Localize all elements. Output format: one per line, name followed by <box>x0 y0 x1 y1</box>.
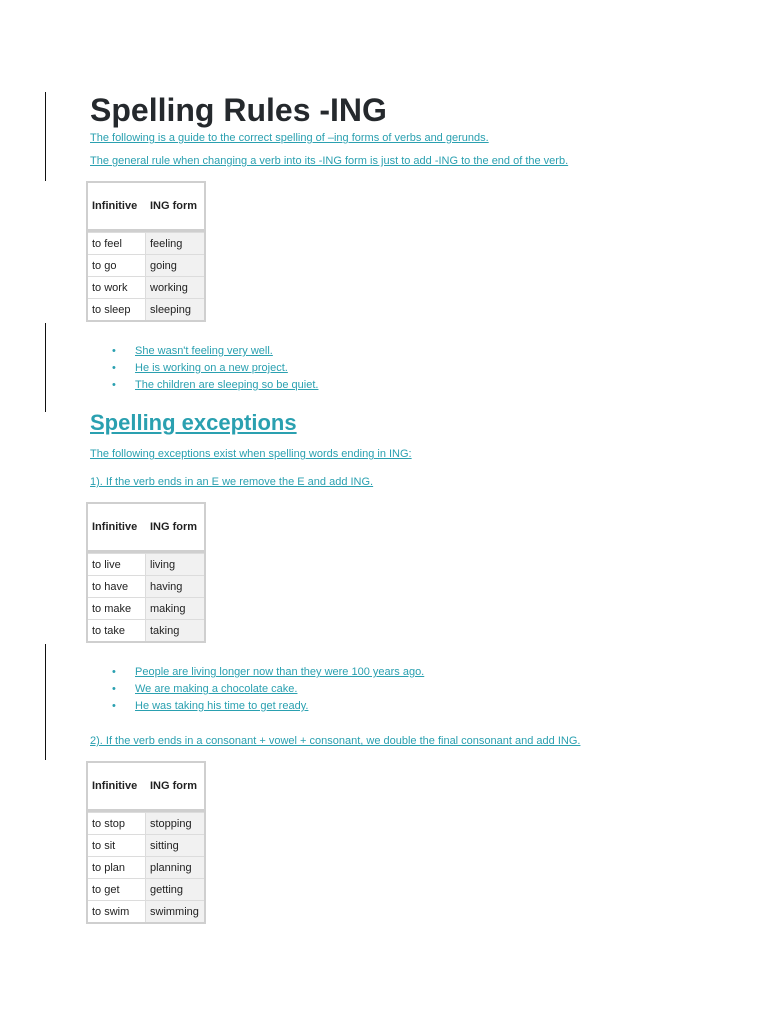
list-item[interactable] <box>112 377 318 394</box>
table-header-row <box>88 504 204 553</box>
ing-form-cell: getting <box>146 878 204 900</box>
table-row <box>88 575 204 597</box>
example-text: People are living longer now than they were 100 years ago. <box>135 666 425 678</box>
header-infinitive: Infinitive <box>88 763 146 812</box>
header-ing-form: ING form <box>146 504 204 553</box>
table-row <box>88 878 204 900</box>
example-text: She wasn't feeling very well. <box>135 345 273 357</box>
table-row <box>88 232 204 254</box>
ing-form-cell: swimming <box>146 900 204 922</box>
infinitive-cell: to sleep <box>88 298 146 320</box>
table-row <box>88 597 204 619</box>
bullet: • <box>112 683 116 695</box>
infinitive-cell: to plan <box>88 856 146 878</box>
example-list <box>112 664 424 715</box>
example-list <box>112 343 318 394</box>
ing-form-cell: going <box>146 254 204 276</box>
rule-1[interactable]: 1). If the verb ends in an E we remove the E and add ING. <box>90 476 374 488</box>
table-row <box>88 276 204 298</box>
table-row <box>88 900 204 922</box>
infinitive-cell: to work <box>88 276 146 298</box>
infinitive-cell: to get <box>88 878 146 900</box>
section-title[interactable]: Spelling exceptions <box>90 410 297 435</box>
section-intro[interactable]: The following exceptions exist when spelling words ending in ING: <box>90 448 412 460</box>
ing-form-cell: having <box>146 575 204 597</box>
infinitive-cell: to feel <box>88 232 146 254</box>
infinitive-cell: to swim <box>88 900 146 922</box>
bullet: • <box>112 379 116 391</box>
table-row <box>88 254 204 276</box>
table-row <box>88 856 204 878</box>
bullet: • <box>112 666 116 678</box>
page-title: Spelling Rules -ING <box>90 92 387 128</box>
verb-table <box>86 761 206 924</box>
ing-form-cell: taking <box>146 619 204 641</box>
infinitive-cell: to sit <box>88 834 146 856</box>
infinitive-cell: to stop <box>88 812 146 834</box>
header-ing-form: ING form <box>146 183 204 232</box>
margin-line <box>45 92 46 181</box>
verb-table <box>86 502 206 643</box>
bullet: • <box>112 345 116 357</box>
bullet: • <box>112 362 116 374</box>
ing-form-cell: making <box>146 597 204 619</box>
infinitive-cell: to live <box>88 553 146 575</box>
table-row <box>88 812 204 834</box>
example-text: He was taking his time to get ready. <box>135 700 309 712</box>
infinitive-cell: to have <box>88 575 146 597</box>
ing-form-cell: planning <box>146 856 204 878</box>
list-item[interactable] <box>112 360 318 377</box>
example-text: We are making a chocolate cake. <box>135 683 298 695</box>
margin-line <box>45 644 46 760</box>
header-infinitive: Infinitive <box>88 183 146 232</box>
table-header-row <box>88 183 204 232</box>
table-row <box>88 553 204 575</box>
list-item[interactable] <box>112 681 424 698</box>
example-text: He is working on a new project. <box>135 362 288 374</box>
rule-2[interactable]: 2). If the verb ends in a consonant + vowel + consonant, we double the final consonant and add ING. <box>90 735 581 747</box>
ing-form-cell: sitting <box>146 834 204 856</box>
ing-form-cell: feeling <box>146 232 204 254</box>
table-row <box>88 298 204 320</box>
ing-form-cell: living <box>146 553 204 575</box>
table-row <box>88 834 204 856</box>
margin-line <box>45 323 46 412</box>
header-ing-form: ING form <box>146 763 204 812</box>
table-row <box>88 619 204 641</box>
intro-line[interactable]: The general rule when changing a verb into its -ING form is just to add -ING to the end of the verb. <box>90 155 569 167</box>
example-text: The children are sleeping so be quiet. <box>135 379 319 391</box>
infinitive-cell: to go <box>88 254 146 276</box>
ing-form-cell: working <box>146 276 204 298</box>
ing-form-cell: sleeping <box>146 298 204 320</box>
verb-table <box>86 181 206 322</box>
infinitive-cell: to take <box>88 619 146 641</box>
infinitive-cell: to make <box>88 597 146 619</box>
table-header-row <box>88 763 204 812</box>
header-infinitive: Infinitive <box>88 504 146 553</box>
bullet: • <box>112 700 116 712</box>
list-item[interactable] <box>112 698 424 715</box>
list-item[interactable] <box>112 343 318 360</box>
list-item[interactable] <box>112 664 424 681</box>
intro-line[interactable]: The following is a guide to the correct spelling of –ing forms of verbs and gerunds. <box>90 132 489 144</box>
ing-form-cell: stopping <box>146 812 204 834</box>
